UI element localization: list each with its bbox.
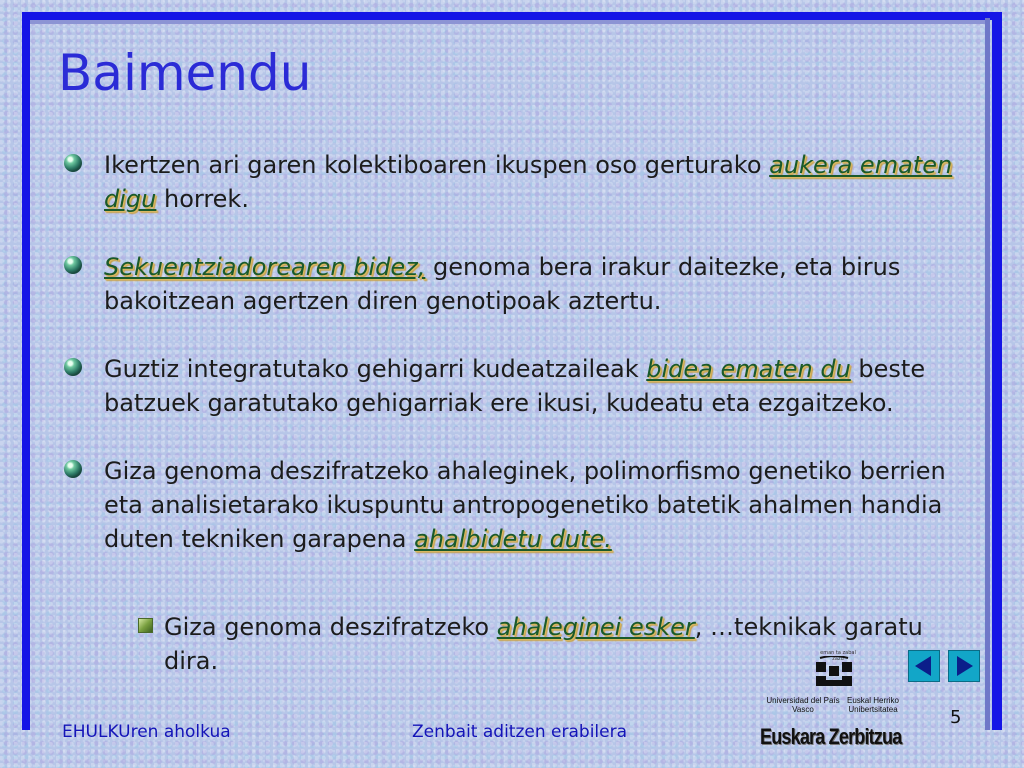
- highlighted-phrase: bidea ematen du: [646, 355, 851, 383]
- service-name: Euskara Zerbitzua: [760, 724, 902, 749]
- university-name-spanish: Universidad del País Vasco: [766, 696, 840, 714]
- slide-title: Baimendu: [58, 44, 312, 102]
- triangle-left-icon: [915, 656, 931, 676]
- bullet-text: , …teknikak garatu dira.: [164, 613, 923, 675]
- highlighted-phrase: aukera ematen digu: [104, 151, 953, 213]
- bullet-text: genoma bera irakur daitezke, eta birus bakoitzean agertzen diren genotipoak aztertu.: [104, 253, 901, 315]
- university-name-basque: Euskal Herriko Unibertsitatea: [846, 696, 899, 714]
- slide-frame-right-shadow: [985, 18, 990, 730]
- highlighted-phrase: ahaleginei esker: [496, 613, 695, 641]
- bullet-text: Giza genoma deszifratzeko ahaleginek, polimorfismo genetiko berrien eta analisietarako ikuspuntu antropogenetiko batetik ahalmen handia duten tekniken garapena: [104, 457, 946, 553]
- ehu-emblem-icon: [812, 656, 856, 692]
- bullet-item-2: [62, 250, 962, 318]
- bullet-item-3: [62, 352, 962, 420]
- sphere-bullet-icon: [64, 358, 82, 376]
- bullet-text: Guztiz integratutako gehigarri kudeatzaileak: [104, 355, 647, 383]
- highlighted-phrase: Sekuentziadorearen bidez,: [104, 253, 426, 281]
- slide-frame-top-shadow: [30, 20, 988, 24]
- square-bullet-icon: [138, 618, 153, 633]
- bullet-list: [62, 148, 962, 590]
- sphere-bullet-icon: [64, 460, 82, 478]
- previous-slide-button[interactable]: [908, 650, 940, 682]
- bullet-text: Ikertzen ari garen kolektiboaren ikuspen oso gerturako: [104, 151, 770, 179]
- footer-left-text: EHULKUren aholkua: [62, 722, 231, 742]
- bullet-text: horrek.: [156, 185, 249, 213]
- page-number: 5: [950, 707, 962, 728]
- next-slide-button[interactable]: [948, 650, 980, 682]
- emblem-caption: eman ta zabal zazu: [820, 650, 856, 662]
- bullet-text: beste batzuek garatutako gehigarriak ere ikusi, kudeatu eta ezgaitzeko.: [104, 355, 926, 417]
- university-logo: [760, 650, 920, 756]
- sphere-bullet-icon: [64, 154, 82, 172]
- slide-frame-left: [22, 12, 30, 730]
- bullet-item-1: [62, 148, 962, 216]
- triangle-right-icon: [957, 656, 973, 676]
- slide-frame-right: [992, 12, 1002, 730]
- slide-frame-top: [22, 12, 998, 20]
- sphere-bullet-icon: [64, 256, 82, 274]
- footer-center-text: Zenbait aditzen erabilera: [412, 722, 628, 742]
- bullet-text: Giza genoma deszifratzeko: [164, 613, 497, 641]
- bullet-item-4: [62, 454, 962, 556]
- highlighted-phrase: ahalbidetu dute.: [414, 525, 612, 553]
